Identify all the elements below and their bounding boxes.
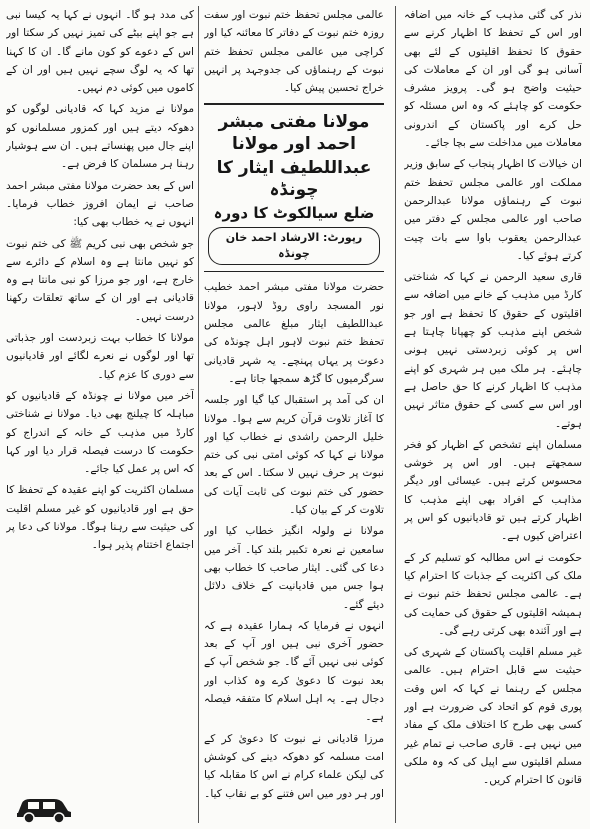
paragraph: غیر مسلم اقلیت پاکستان کے شہری کی حیثیت سے قابل احترام ہیں۔ عالمی مجلس کے رہنما نے کہا کہ اس وقت پوری قوم کو اتحاد کی ضرورت ہے اور کسی بھی طرح کا اختلاف ملک کے مفاد میں نہیں ہے۔ قاری صاحب نے تمام غیر مسلم اقلیتوں سے اپیل کی کہ وہ ملکی قانون کا احترام کریں۔ [404,646,582,787]
paragraph: انہوں نے فرمایا کہ ہمارا عقیدہ ہے کہ حضور آخری نبی ہیں اور آپ کے بعد کوئی نبی نہیں آئے گا۔ جو شخص آپ کے بعد نبوت کا دعویٰ کرے وہ کذاب اور دجال ہے۔ یہ اہل اسلام کا متفقہ فیصلہ ہے۔ [204,619,384,724]
headline-line-1: مولانا مفتی مبشر احمد اور مولانا [218,112,370,155]
car-icon [14,791,74,825]
paragraph: مولانا نے ولولہ انگیز خطاب کیا اور سامعین نے نعرہ تکبیر بلند کیا۔ آخر میں دعا کی گئی۔ ایثار صاحب کا خطاب بھی ہوا جس میں قادیانیت کے خلاف دلائل دیئے گئے۔ [204,525,384,611]
paragraph: کی مدد ہو گا۔ انہوں نے کہا یہ کیسا نبی ہے جو اپنے بیٹے کی تمیز نہیں کر سکتا اور اس کے دعوے کو کون مانے گا۔ ان کا کہنا تھا کہ یہ لوگ سچے نہیں ہیں اور ان کے کاموں میں کوئی دم نہیں۔ [6,9,194,95]
paragraph: مرزا قادیانی نے نبوت کا دعویٰ کر کے امت مسلمہ کو دھوکہ دینے کی کوشش کی لیکن علماء کرام نے اس کا مقابلہ کیا اور ہر دور میں اس فتنے کو بے نقاب کیا۔ [204,732,384,800]
article-column-left [6,6,194,823]
paragraph: نذر کی گئی مذہب کے خانہ میں اضافہ اور اس کے تحفظ کا اظہار کرنے سے حقوق کا تحفظ اقلیتوں کے لئے بھی آسانی ہو گی اور ان کے معاملات کی حیثیت واضح ہو گی۔ پرویز مشرف حکومت کو چاہئے کہ وہ اس مسئلہ کو حل کرے اور پاکستان کے اندرونی معاملات میں مداخلت سے بچا جائے۔ [404,9,582,150]
headline-line-3: ضلع سیالکوٹ کا دورہ [213,204,375,223]
paragraph: قاری سعید الرحمن نے کہا کہ شناختی کارڈ میں مذہب کے خانے میں اضافہ سے اقلیتوں کے حقوق کا تحفظ ہے اور جو شخص اپنے مذہب کو چھپانا چاہتا ہے اس پر کوئی زبردستی نہیں ہونی چاہئے۔ ہر ملک میں ہر شہری کو اپنے مذہب کا اظہار کرنے کا حق حاصل ہے اور اس سے کسی کے حقوق متاثر نہیں ہوتے۔ [404,271,582,430]
column-divider [395,6,396,823]
paragraph: ان خیالات کا اظہار پنجاب کے سابق وزیر مملکت اور عالمی مجلس تحفظ ختم نبوت کے رہنماؤں مولانا عبدالرحمن صاحب اور عالمی مجلس کے دفتر میں عبدالرحمن یعقوب باوا سے بات چیت کرتے ہوئے کیا۔ [404,158,582,262]
article-column-middle [204,6,384,823]
column-divider [198,6,199,823]
article-headline [204,103,384,272]
paragraph: مسلمان اکثریت کو اپنے عقیدہ کے تحفظ کا حق ہے اور قادیانیوں کو غیر مسلم اقلیت کی حیثیت سے رہنا ہوگا۔ مولانا کی دعا پر اجتماع اختتام پذیر ہوا۔ [6,484,194,552]
paragraph: حضرت مولانا مفتی مبشر احمد خطیب نور المسجد راوی روڈ لاہور، مولانا عبداللطیف ایثار مبلغ عالمی مجلس تحفظ ختم نبوت لاہور اہل چونڈہ کی دعوت پر یہاں پہنچے۔ یہ شہر قادیانی سرگرمیوں کا گڑھ سمجھا جاتا ہے۔ [204,281,384,385]
paragraph: عالمی مجلس تحفظ ختم نبوت اور سفت روزہ ختم نبوت کے دفاتر کا معائنہ کیا اور کراچی میں عالمی مجلس تحفظ ختم نبوت کے رہنماؤں کی جدوجہد پر انہیں خراج تحسین پیش کیا۔ [204,9,384,95]
paragraph: مسلمان اپنے تشخص کے اظہار کو فخر سمجھتے ہیں۔ اور اس پر خوشی محسوس کرتے ہیں۔ عیسائی اور دیگر مذاہب کے افراد بھی اپنے مذہب کا اظہار کرتے ہیں تو قادیانیوں کو اس پر اعتراض کیوں ہے۔ [404,438,582,543]
paragraph: مولانا نے مزید کہا کہ قادیانی لوگوں کو دھوکہ دیتے ہیں اور کمزور مسلمانوں کو اپنے جال میں پھنساتے ہیں۔ ان سے ہوشیار رہنا ہر مسلمان کا فرض ہے۔ [6,103,194,171]
article-column-right [404,6,582,823]
byline: رپورٹ: الارشاد احمد خان چونڈہ [208,227,380,265]
paragraph: ان کی آمد پر استقبال کیا گیا اور جلسہ کا آغاز تلاوت قرآن کریم سے ہوا۔ مولانا خلیل الرحمن راشدی نے خطاب کیا اور مولانا نے کہا کہ کوئی امتی نبی کی ختم نبوت پر حرف نہیں لا سکتا۔ اس کے بعد حضور کی ختم نبوت کی ثابت آیات کی تلاوت کر کے بیان کیا۔ [204,394,384,517]
paragraph: مولانا کا خطاب بہت زبردست اور جذباتی تھا اور لوگوں نے نعرے لگائے اور قادیانیوں سے دوری کا عزم کیا۔ [6,332,194,381]
paragraph: اس کے بعد حضرت مولانا مفتی مبشر احمد صاحب نے ایمان افروز خطاب فرمایا۔ انہوں نے یہ خطاب بھی کیا: [6,179,194,229]
byline-wrap [208,223,380,267]
paragraph: جو شخص بھی نبی کریم ﷺ کی ختم نبوت کو نہیں مانتا ہے وہ اسلام کے دائرے سے خارج ہے، اور جو مرزا کو نبی مانتا ہے وہ قادیانی ہے اور ان کے ساتھ تعلقات رکھنا درست نہیں۔ [6,237,194,323]
headline-line-2: عبداللطیف ایثار کا چونڈہ [216,158,372,201]
paragraph: حکومت نے اس مطالبہ کو تسلیم کر کے ملک کی اکثریت کے جذبات کا احترام کیا ہے۔ عالمی مجلس تحفظ ختم نبوت نے ہمیشہ اقلیتوں کے حقوق کی حمایت کی ہے اور آئندہ بھی کرتی رہے گی۔ [404,551,582,637]
paragraph: آخر میں مولانا نے چونڈہ کے قادیانیوں کو مباہلہ کا چیلنج بھی دیا۔ مولانا نے شناختی کارڈ میں مذہب کے خانہ کے اندراج کو حکومت کا درست فیصلہ قرار دیا اور کہا کہ اس پر عمل کیا جائے۔ [6,389,194,476]
